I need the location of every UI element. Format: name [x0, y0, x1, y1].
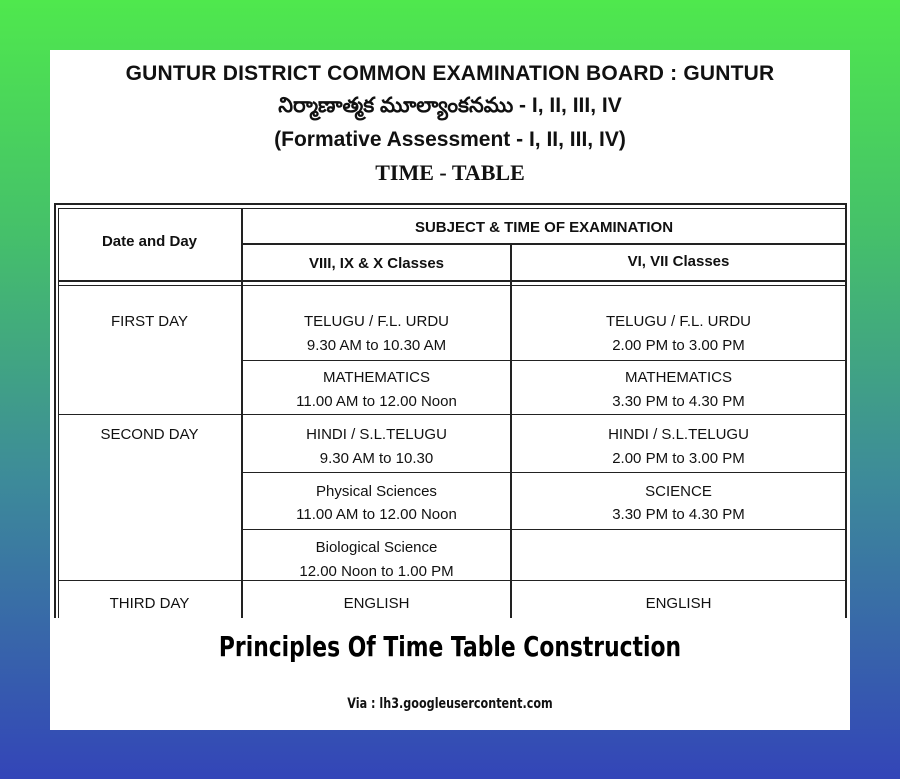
- subject-cell: TELUGU / F.L. URDU: [605, 313, 752, 330]
- header-junior-classes: VI, VII Classes: [627, 253, 730, 270]
- content-card: [50, 50, 850, 730]
- row-divider-2: [58, 414, 845, 415]
- time-cell: 12.00 Noon to 1.00 PM: [299, 563, 454, 580]
- subject-cell: HINDI / S.L.TELUGU: [306, 426, 447, 443]
- time-cell: 3.30 PM to 4.30 PM: [612, 506, 745, 523]
- subject-cell: MATHEMATICS: [625, 369, 732, 386]
- table-inner-top: [58, 208, 845, 209]
- day-label: SECOND DAY: [100, 426, 199, 443]
- header-senior-classes: VIII, IX & X Classes: [308, 255, 445, 272]
- table-left-border-inner: [58, 208, 59, 618]
- header-bottom-line-1: [58, 280, 845, 282]
- subject-cell: Biological Science: [315, 539, 438, 556]
- time-cell: 2.00 PM to 3.00 PM: [612, 450, 745, 467]
- subject-cell: HINDI / S.L.TELUGU: [608, 426, 749, 443]
- board-heading: GUNTUR DISTRICT COMMON EXAMINATION BOARD : GUNTUR: [125, 62, 775, 85]
- group-header-divider: [243, 243, 845, 245]
- table-left-border: [54, 203, 56, 618]
- subject-cell: ENGLISH: [645, 595, 712, 612]
- row-divider-1: [243, 360, 845, 361]
- source-credit: Via : lh3.googleusercontent.com: [347, 696, 553, 712]
- subject-cell: SCIENCE: [645, 483, 712, 500]
- row-divider-3: [243, 472, 845, 473]
- subject-cell: Physical Sciences: [316, 483, 437, 500]
- table-outer-top: [54, 203, 847, 205]
- time-cell: 3.30 PM to 4.30 PM: [612, 393, 745, 410]
- caption-area: [50, 618, 850, 730]
- subject-cell: MATHEMATICS: [323, 369, 430, 386]
- subject-cell: ENGLISH: [343, 595, 410, 612]
- telugu-heading: నిర్మాణాత్మక మూల్యాంకనము - I, II, III, IV: [278, 94, 622, 117]
- table-right-border: [845, 203, 847, 618]
- time-cell: 11.00 AM to 12.00 Noon: [296, 506, 457, 523]
- header-date-and-day: Date and Day: [101, 233, 198, 250]
- assessment-heading: (Formative Assessment - I, II, III, IV): [274, 128, 626, 151]
- caption-title: Principles Of Time Table Construction: [218, 630, 682, 663]
- time-cell: 9.30 AM to 10.30: [319, 450, 434, 467]
- header-subject-time: SUBJECT & TIME OF EXAMINATION: [414, 219, 674, 236]
- timetable-document: [50, 50, 850, 618]
- time-cell: 2.00 PM to 3.00 PM: [612, 337, 745, 354]
- header-bottom-line-2: [58, 285, 845, 286]
- row-divider-4: [243, 529, 845, 530]
- time-cell: 11.00 AM to 12.00 Noon: [296, 393, 457, 410]
- time-cell: 9.30 AM to 10.30 AM: [306, 337, 447, 354]
- timetable-title: TIME - TABLE: [375, 160, 525, 185]
- day-label: THIRD DAY: [109, 595, 190, 612]
- subject-cell: TELUGU / F.L. URDU: [303, 313, 450, 330]
- day-label: FIRST DAY: [111, 313, 188, 330]
